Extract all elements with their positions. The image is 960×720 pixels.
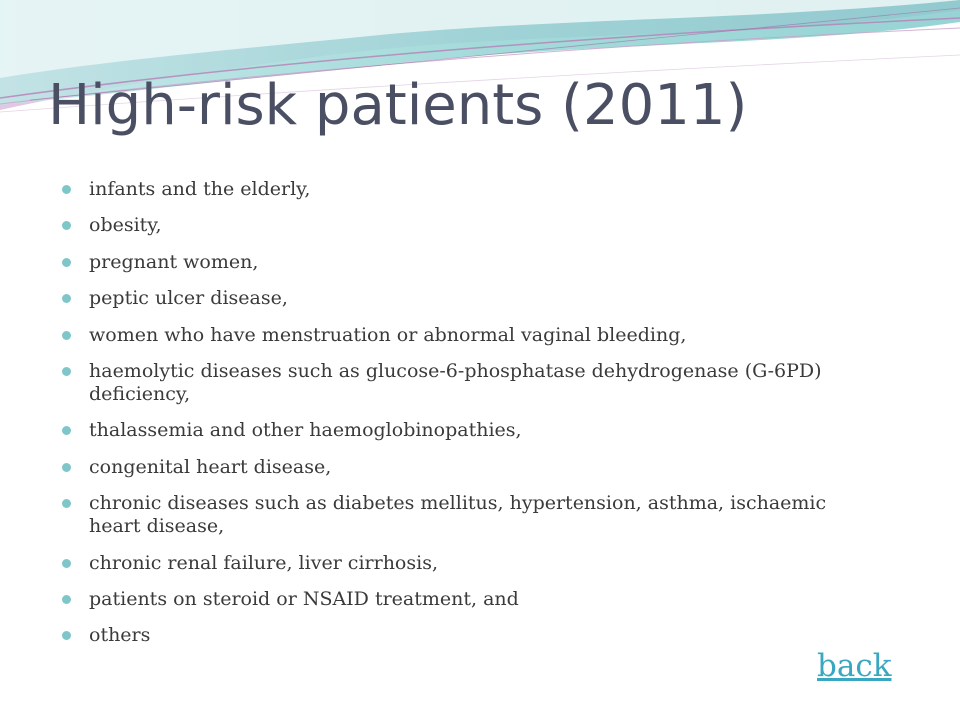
bullet-dot-icon [62, 221, 71, 230]
bullet-text: chronic renal failure, liver cirrhosis, [89, 551, 438, 574]
bullet-dot-icon [62, 294, 71, 303]
bullet-text: patients on steroid or NSAID treatment, and [89, 587, 519, 610]
slide-title: High-risk patients (2011) [48, 73, 748, 138]
bullet-text: pregnant women, [89, 250, 259, 273]
bullet-text: peptic ulcer disease, [89, 287, 288, 310]
list-item [62, 178, 862, 201]
bullet-dot-icon [62, 463, 71, 472]
bullet-dot-icon [62, 258, 71, 267]
bullet-text: women who have menstruation or abnormal vaginal bleeding, [89, 323, 687, 346]
list-item [62, 360, 862, 406]
list-item [62, 419, 862, 442]
bullet-dot-icon [62, 331, 71, 340]
bullet-dot-icon [62, 185, 71, 194]
bullet-dot-icon [62, 367, 71, 376]
bullet-list [62, 178, 862, 661]
list-item [62, 624, 862, 647]
bullet-text: congenital heart disease, [89, 455, 332, 478]
list-item [62, 456, 862, 479]
bullet-dot-icon [62, 426, 71, 435]
bullet-dot-icon [62, 499, 71, 508]
back-link[interactable]: back [817, 648, 892, 684]
list-item [62, 251, 862, 274]
bullet-text: thalassemia and other haemoglobinopathies, [89, 419, 522, 442]
list-item [62, 324, 862, 347]
list-item [62, 552, 862, 575]
bullet-text: chronic diseases such as diabetes mellitus, hypertension, asthma, ischaemic heart disease, [89, 492, 827, 538]
bullet-dot-icon [62, 631, 71, 640]
list-item [62, 492, 862, 538]
bullet-text: obesity, [89, 214, 162, 237]
bullet-text: haemolytic diseases such as glucose-6-phosphatase dehydrogenase (G-6PD) deficiency, [89, 359, 822, 405]
list-item [62, 287, 862, 310]
bullet-dot-icon [62, 559, 71, 568]
bullet-dot-icon [62, 595, 71, 604]
list-item [62, 588, 862, 611]
bullet-text: infants and the elderly, [89, 178, 311, 200]
list-item [62, 214, 862, 237]
bullet-text: others [89, 624, 151, 647]
